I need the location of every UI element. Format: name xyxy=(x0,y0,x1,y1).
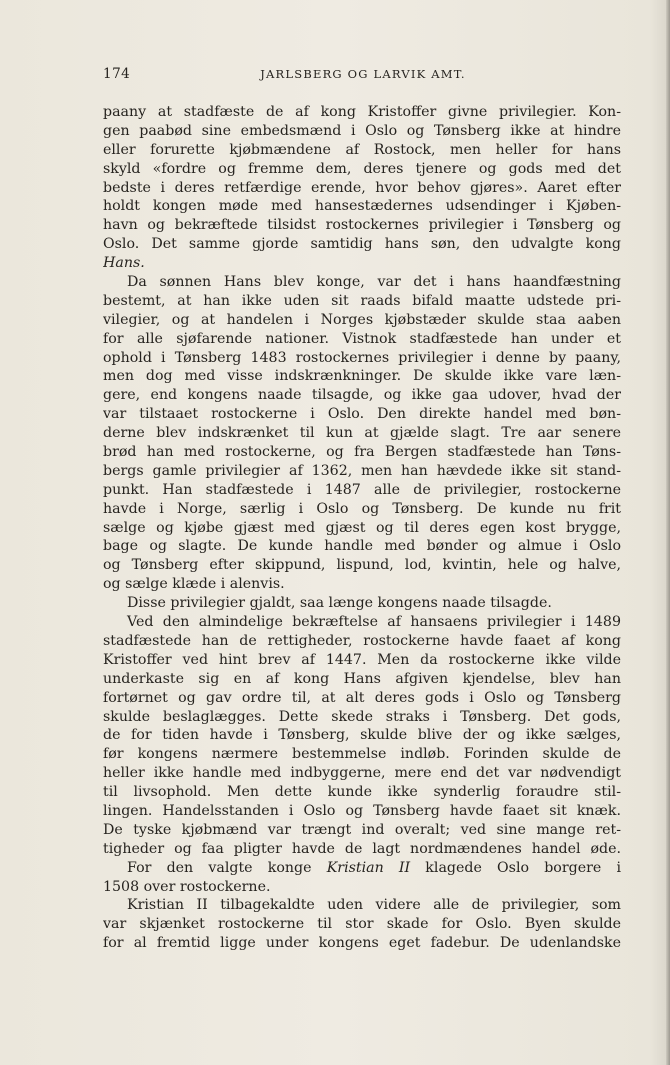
text-line: var skjænket rostockerne til stor skade for Oslo. Byen skulde xyxy=(103,916,621,933)
text-line: havde i Norge, særlig i Oslo og Tønsberg. De kunde nu frit xyxy=(103,500,621,517)
text-line: de for tiden havde i Tønsberg, skulde blive der og ikke sælges, xyxy=(103,727,621,744)
text-line: holdt kongen møde med hansestædernes udsendinger i Kjøben- xyxy=(103,198,621,215)
text-line: bestemt, at han ikke uden sit raads bifald maatte udstede pri- xyxy=(103,292,621,309)
text-line: men dog med visse indskrænkninger. De skulde ikke vare læn- xyxy=(103,368,621,385)
text-line: Ved den almindelige bekræftelse af hansaens privilegier i 1489 xyxy=(127,614,621,631)
text-line: og Tønsberg efter skippund, lispund, lod, kvintin, hele og halve, xyxy=(103,557,621,574)
text-line: for alle sjøfarende nationer. Vistnok stadfæstede han under et xyxy=(103,330,621,347)
text-line: og sælge klæde i alenvis. xyxy=(103,576,285,593)
text-line: ophold i Tønsberg 1483 rostockernes privilegier i denne by paany, xyxy=(103,349,621,366)
text-line: brød han med rostockerne, og fra Bergen stadfæstede han Tøns- xyxy=(103,444,621,461)
page-number: 174 xyxy=(103,66,131,82)
italic-text: Hans. xyxy=(103,255,145,272)
body-text xyxy=(103,103,621,953)
text-line: Kristian II tilbagekaldte uden videre alle de privilegier, som xyxy=(127,897,621,914)
text-line xyxy=(103,859,621,878)
page-header xyxy=(103,66,623,88)
text-line: til livsophold. Men dette kunde ikke synderlig foraudre stil- xyxy=(103,784,621,801)
text-line: Oslo. Det samme gjorde samtidig hans søn, den udvalgte kong xyxy=(103,236,621,253)
text-line: for al fremtid ligge under kongens eget fadebur. De udenlandske xyxy=(103,935,621,952)
text-line: vilegier, og at handelen i Norges kjøbstæder skulde staa aaben xyxy=(103,311,621,328)
running-title: JARLSBERG OG LARVIK AMT. xyxy=(260,67,466,81)
text-line: bedste i deres retfærdige erende, hvor behov gjøres». Aaret efter xyxy=(103,179,621,196)
text-line: Da sønnen Hans blev konge, var det i hans haandfæstning xyxy=(127,274,621,291)
text-line: tigheder og faa pligter havde de lagt nordmændenes handel øde. xyxy=(103,840,621,857)
text-line: Kristoffer ved hint brev af 1447. Men da rostockerne ikke vilde xyxy=(103,651,621,668)
text-line: stadfæstede han de rettigheder, rostockerne havde faaet af kong xyxy=(103,632,621,649)
text-line: punkt. Han stadfæstede i 1487 alle de privilegier, rostockerne xyxy=(103,481,621,498)
text-line: var tilstaaet rostockerne i Oslo. Den direkte handel med bøn- xyxy=(103,406,621,423)
text-line: eller forurette kjøbmændene af Rostock, men heller for hans xyxy=(103,141,621,158)
text-line: De tyske kjøbmænd var trængt ind overalt; ved sine mange ret- xyxy=(103,821,621,838)
text-line: Disse privilegier gjaldt, saa længe kongens naade tilsagde. xyxy=(127,595,552,612)
text-line: gen paabød sine embedsmænd i Oslo og Tønsberg ikke at hindre xyxy=(103,122,621,139)
page-edge xyxy=(666,0,670,1065)
text-segment: For den valgte konge xyxy=(127,859,327,876)
text-line: skyld «fordre og fremme dem, deres tjenere og gods med det xyxy=(103,160,621,177)
text-line: gere, end kongens naade tilsagde, og ikke gaa udover, hvad der xyxy=(103,387,621,404)
text-line: heller ikke handle med indbyggerne, mere end det var nødvendigt xyxy=(103,765,621,782)
italic-name: Kristian II xyxy=(326,859,411,876)
text-line: paany at stadfæste de af kong Kristoffer givne privilegier. Kon- xyxy=(103,104,621,120)
text-line: havn og bekræftede tilsidst rostockernes privilegier i Tønsberg og xyxy=(103,217,621,234)
text-line: sælge og kjøbe gjæst med gjæst og til deres egen kost brygge, xyxy=(103,519,621,536)
text-line: fortørnet og gav ordre til, at alt deres gods i Oslo og Tønsberg xyxy=(103,689,621,706)
text-line: bergs gamle privilegier af 1362, men han hævdede ikke sit stand- xyxy=(103,462,621,479)
text-line: underkaste sig en af kong Hans afgiven kjendelse, blev han xyxy=(103,670,621,687)
text-line xyxy=(103,254,621,273)
text-line: skulde beslaglægges. Dette skede straks i Tønsberg. Det gods, xyxy=(103,708,621,725)
text-line: lingen. Handelsstanden i Oslo og Tønsberg havde faaet sit knæk. xyxy=(103,802,621,819)
text-segment: klagede Oslo borgere i xyxy=(410,859,621,876)
text-line: bage og slagte. De kunde handle med bønder og almue i Oslo xyxy=(103,538,621,555)
text-line: før kongens nærmere bestemmelse indløb. Forinden skulde de xyxy=(103,746,621,763)
text-line: 1508 over rostockerne. xyxy=(103,878,271,895)
text-line: derne blev indskrænket til kun at gjælde slagt. Tre aar senere xyxy=(103,425,621,442)
